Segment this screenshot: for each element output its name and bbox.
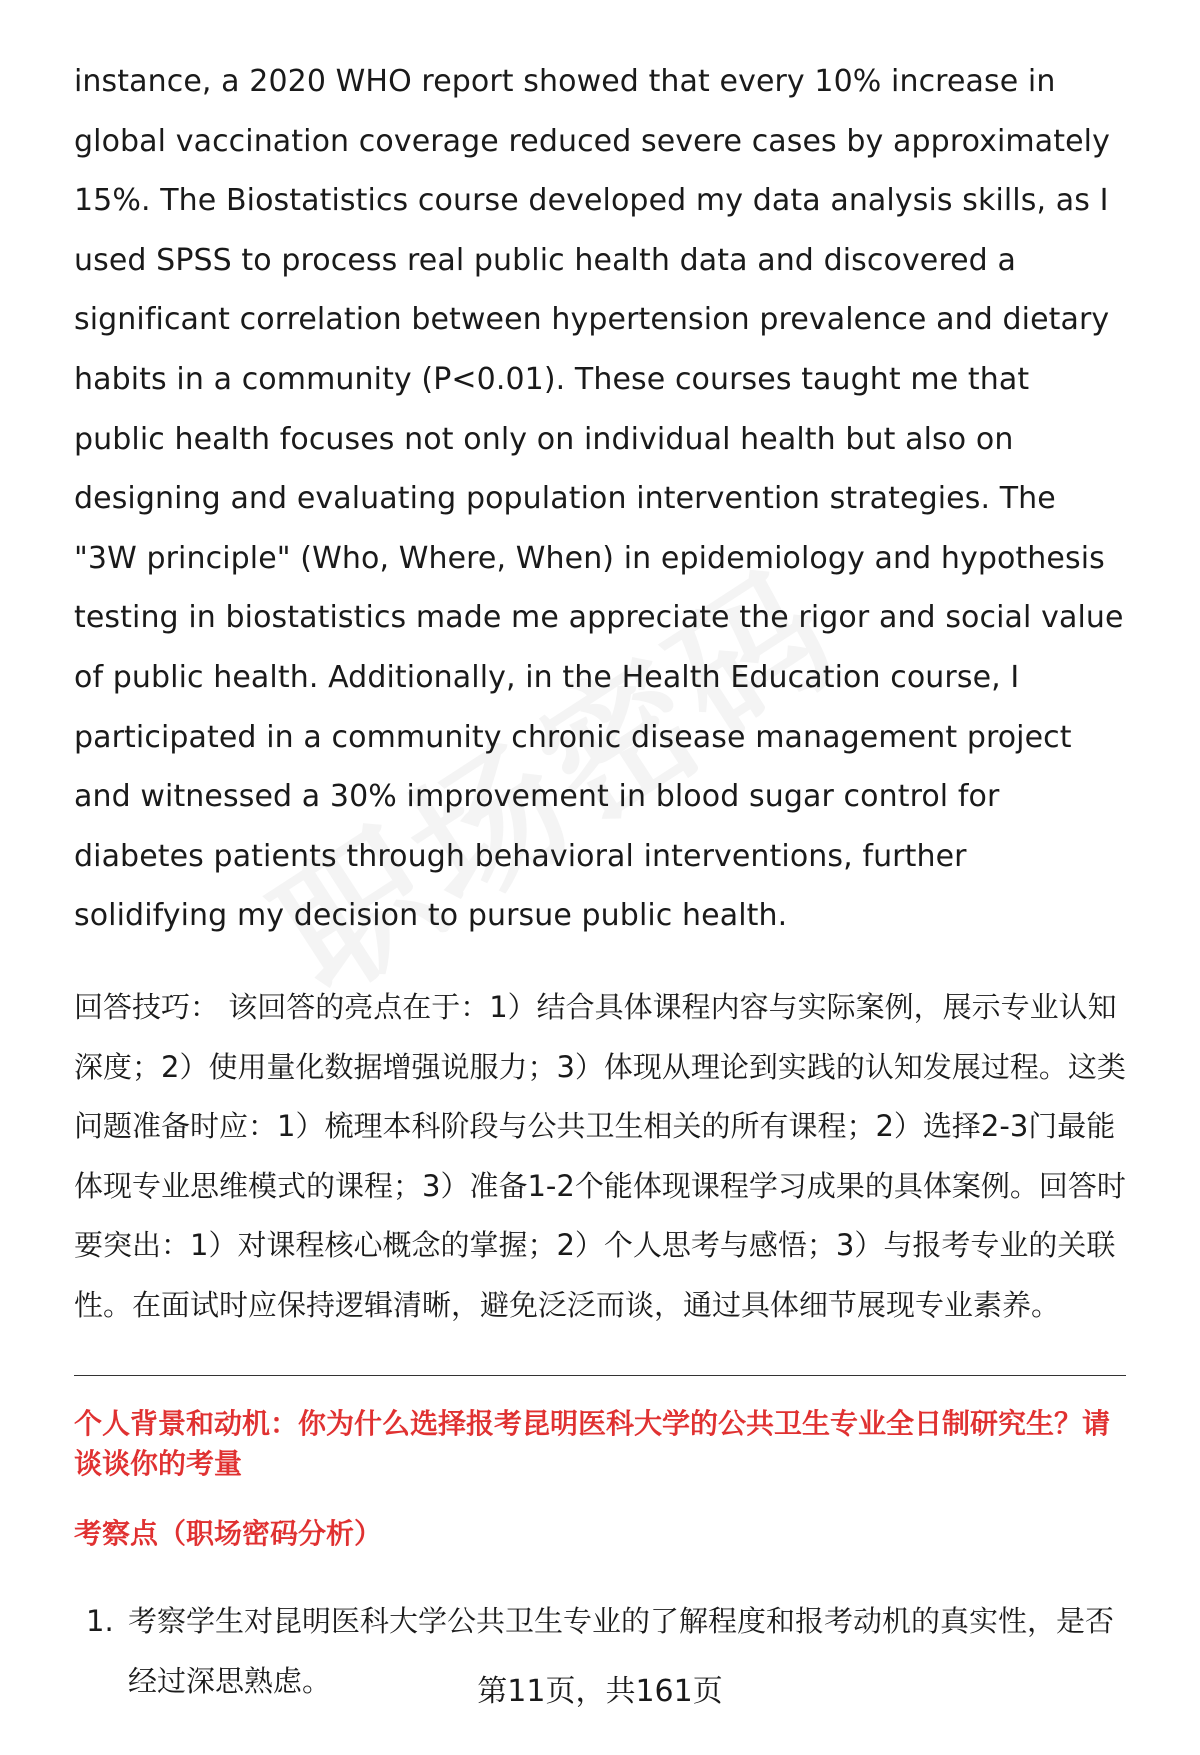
assessment-points-list — [74, 1592, 1126, 1711]
page-number-footer: 第11页，共161页 — [477, 1674, 723, 1709]
list-item-text: 考察学生对昆明医科大学公共卫生专业的了解程度和报考动机的真实性，是否经过深思熟虑。 — [128, 1604, 1115, 1699]
section-divider — [74, 1375, 1126, 1376]
question-heading: 个人背景和动机：你为什么选择报考昆明医科大学的公共卫生专业全日制研究生？请谈谈你的考量 — [74, 1407, 1111, 1481]
list-item-number: 1. — [86, 1604, 114, 1639]
page-content — [74, 0, 1126, 1712]
list-item — [74, 1592, 1126, 1711]
assessment-points-heading: 考察点（职场密码分析） — [74, 1517, 383, 1551]
answer-tips-paragraph: 回答技巧： 该回答的亮点在于：1）结合具体课程内容与实际案例，展示专业认知深度；2）使用量化数据增强说服力；3）体现从理论到实践的认知发展过程。这类问题准备时应：1）梳理本科阶段与公共卫生相关的所有课程；2）选择2-3门最能体现专业思维模式的课程；3）准备1-2个能体现课程学习成果的具体案例。回答时要突出：1）对课程核心概念的掌握；2）个人思考与感悟；3）与报考专业的关联性。在面试时应保持逻辑清晰，避免泛泛而谈，通过具体细节展现专业素养。 — [74, 989, 1126, 1322]
english-paragraph: instance, a 2020 WHO report showed that every 10% increase in global vaccination coverage reduced severe cases by approximately 15%. The Biostatistics course developed my data analysis skills, as I used SPSS to process real public health data and discovered a significant correlation between hypertension prevalence and dietary habits in a community (P<0.01). These courses taught me that public health focuses not only on individual health but also on designing and evaluating population intervention strategies. The "3W principle" (Who, Where, When) in epidemiology and hypothesis testing in biostatistics made me appreciate the rigor and social value of public health. Additionally, in the Health Education course, I participated in a community chronic disease management project and witnessed a 30% improvement in blood sugar control for diabetes patients through behavioral interventions, further solidifying my decision to pursue public health. — [74, 64, 1124, 934]
